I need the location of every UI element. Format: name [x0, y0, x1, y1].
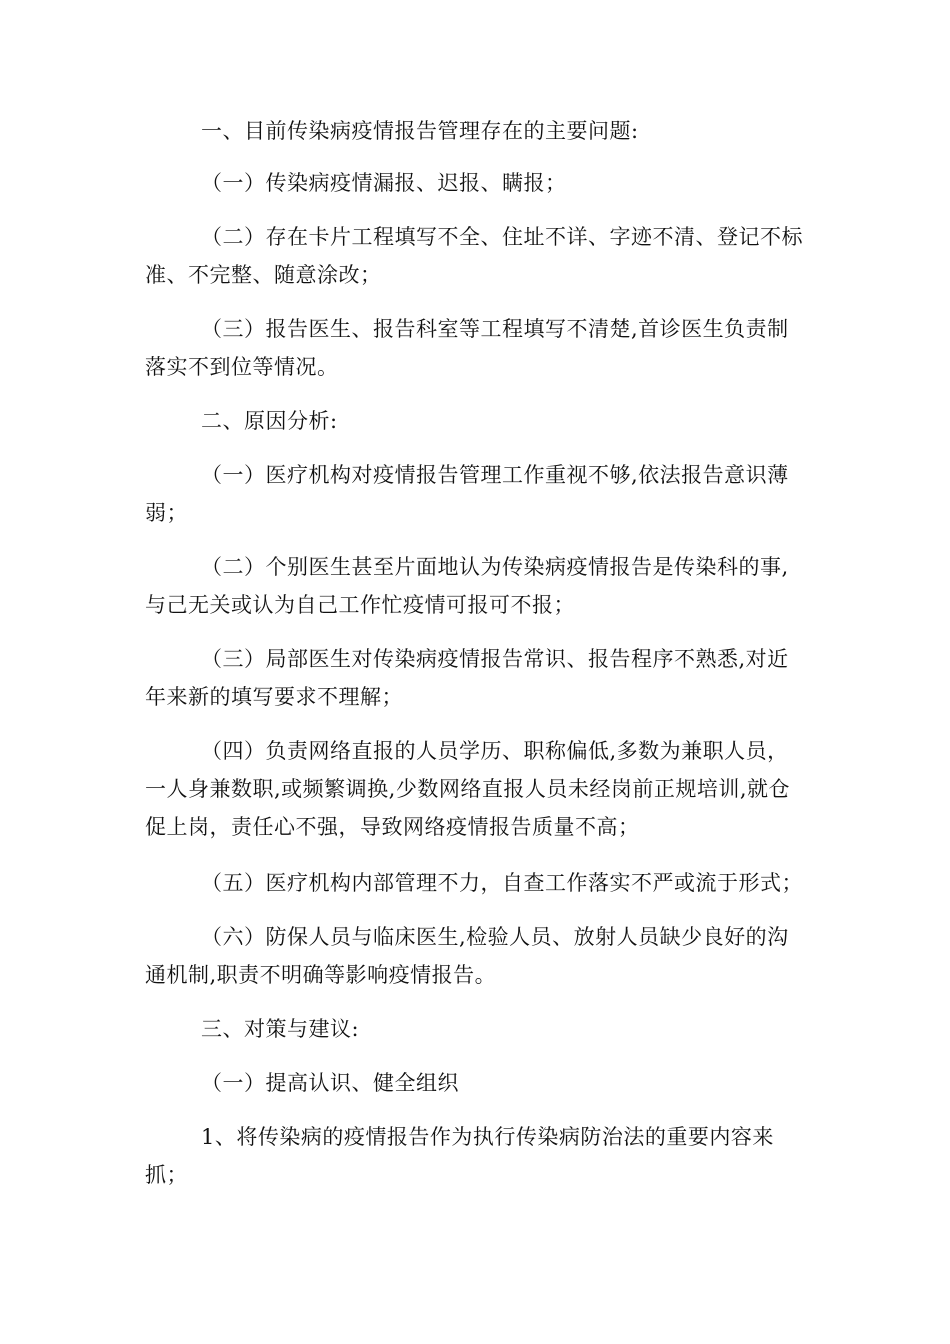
heading-countermeasures: 三、对策与建议:	[201, 1017, 360, 1041]
problem-item-3: （三）报告医生、报告科室等工程填写不清楚,首诊医生负责制落实不到位等情况。	[145, 317, 789, 379]
cause-item-2: （二）个别医生甚至片面地认为传染病疫情报告是传染科的事,与己无关或认为自己工作忙疫情可报可不报；	[145, 555, 789, 617]
problem-item-2: （二）存在卡片工程填写不全、住址不详、字迹不清、登记不标准、不完整、随意涂改；	[145, 225, 803, 287]
countermeasure-subitem-1: 1、将传染病的疫情报告作为执行传染病防治法的重要内容来抓；	[145, 1125, 774, 1187]
cause-item-6: （六）防保人员与临床医生,检验人员、放射人员缺少良好的沟通机制,职责不明确等影响疫情报告。	[145, 925, 789, 987]
problem-item-1: （一）传染病疫情漏报、迟报、瞒报；	[201, 171, 567, 195]
cause-item-4: （四）负责网络直报的人员学历、职称偏低,多数为兼职人员，一人身兼数职,或频繁调换,少数网络直报人员未经岗前正规培训,就仓促上岗，责任心不强，导致网络疫情报告质量不高；	[145, 739, 791, 839]
cause-item-5: （五）医疗机构内部管理不力，自查工作落实不严或流于形式；	[201, 871, 803, 895]
cause-item-1: （一）医疗机构对疫情报告管理工作重视不够,依法报告意识薄弱；	[145, 463, 789, 525]
heading-main-problems: 一、目前传染病疫情报告管理存在的主要问题:	[201, 119, 639, 143]
countermeasure-item-1: （一）提高认识、健全组织	[201, 1071, 459, 1095]
heading-cause-analysis: 二、原因分析:	[201, 409, 338, 433]
cause-item-3: （三）局部医生对传染病疫情报告常识、报告程序不熟悉,对近年来新的填写要求不理解；	[145, 647, 789, 709]
